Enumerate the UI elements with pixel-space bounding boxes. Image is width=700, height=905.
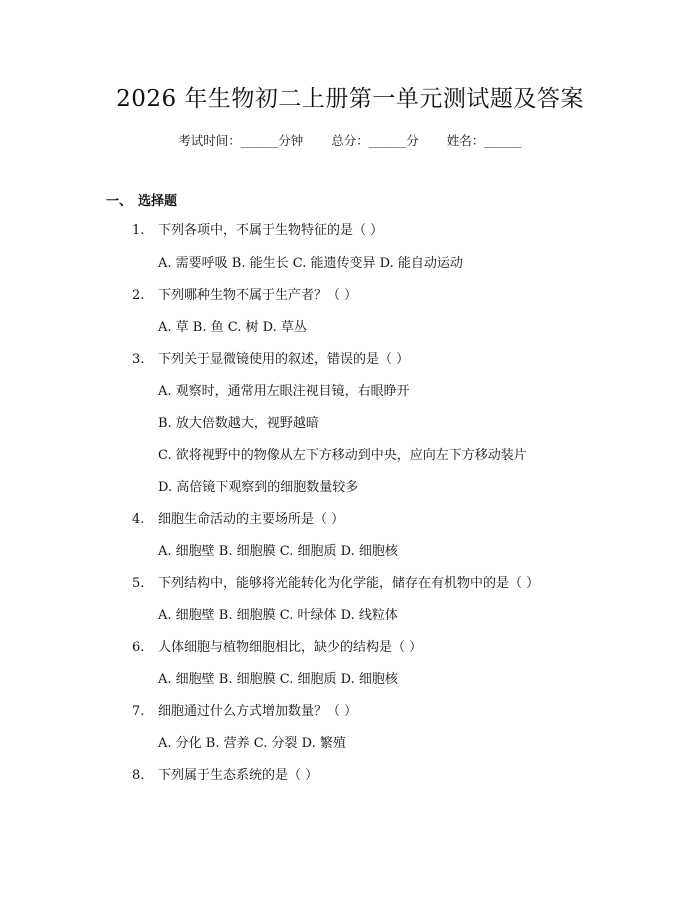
exam-time-label: 考试时间： [178,133,241,148]
question-text: 下列属于生态系统的是（ ） [158,768,319,783]
question-8 [132,767,318,785]
total-score-blank: ______ [368,133,407,148]
section-heading [106,193,177,211]
question-1-options: A. 需要呼吸 B. 能生长 C. 能遗传变异 D. 能自动运动 [158,256,463,271]
question-5 [132,575,539,593]
question-number: 4. [132,512,145,527]
exam-time-blank: ______ [240,133,279,148]
question-6 [132,639,422,657]
question-text: 细胞生命活动的主要场所是（ ） [158,512,345,527]
question-text: 下列关于显微镜使用的叙述，错误的是（ ） [158,352,410,367]
section-title: 选择题 [138,194,178,209]
question-7-options: A. 分化 B. 营养 C. 分裂 D. 繁殖 [158,736,346,751]
question-number: 2. [132,288,145,303]
question-5-options: A. 细胞壁 B. 细胞膜 C. 叶绿体 D. 线粒体 [158,608,398,623]
question-number: 5. [132,576,145,591]
exam-time-field [178,132,303,150]
question-text: 人体细胞与植物细胞相比，缺少的结构是（ ） [158,640,423,655]
question-number: 8. [132,768,145,783]
question-2-options: A. 草 B. 鱼 C. 树 D. 草丛 [158,320,307,335]
question-number: 3. [132,352,145,367]
exam-info-line [0,132,700,150]
question-1 [132,222,383,240]
exam-time-unit: 分钟 [278,133,304,148]
question-text: 下列结构中，能够将光能转化为化学能，储存在有机物中的是（ ） [158,576,540,591]
question-3 [132,351,409,369]
question-2 [132,287,357,305]
question-number: 7. [132,704,145,719]
question-3-option-a: A. 观察时，通常用左眼注视目镜，右眼睁开 [158,384,410,399]
question-7 [132,703,357,721]
question-text: 下列哪种生物不属于生产者？（ ） [158,288,358,303]
question-text: 下列各项中，不属于生物特征的是（ ） [158,223,384,238]
question-3-option-d: D. 高倍镜下观察到的细胞数量较多 [158,480,359,495]
question-4-options: A. 细胞壁 B. 细胞膜 C. 细胞质 D. 细胞核 [158,544,398,559]
section-number: 一、 [106,194,133,209]
student-name-field [447,132,522,150]
question-number: 1. [132,223,145,238]
question-3-option-c: C. 欲将视野中的物像从左下方移动到中央，应向左下方移动装片 [158,448,527,463]
student-name-blank: ______ [484,133,522,148]
total-score-label: 总分： [331,133,369,148]
question-6-options: A. 细胞壁 B. 细胞膜 C. 细胞质 D. 细胞核 [158,672,398,687]
total-score-unit: 分 [406,133,419,148]
page-title: 2026 年生物初二上册第一单元测试题及答案 [116,86,584,112]
total-score-field [331,132,419,150]
question-number: 6. [132,640,145,655]
question-text: 细胞通过什么方式增加数量？（ ） [158,704,358,719]
student-name-label: 姓名： [446,133,485,148]
question-4 [132,511,344,529]
question-3-option-b: B. 放大倍数越大，视野越暗 [158,416,319,431]
